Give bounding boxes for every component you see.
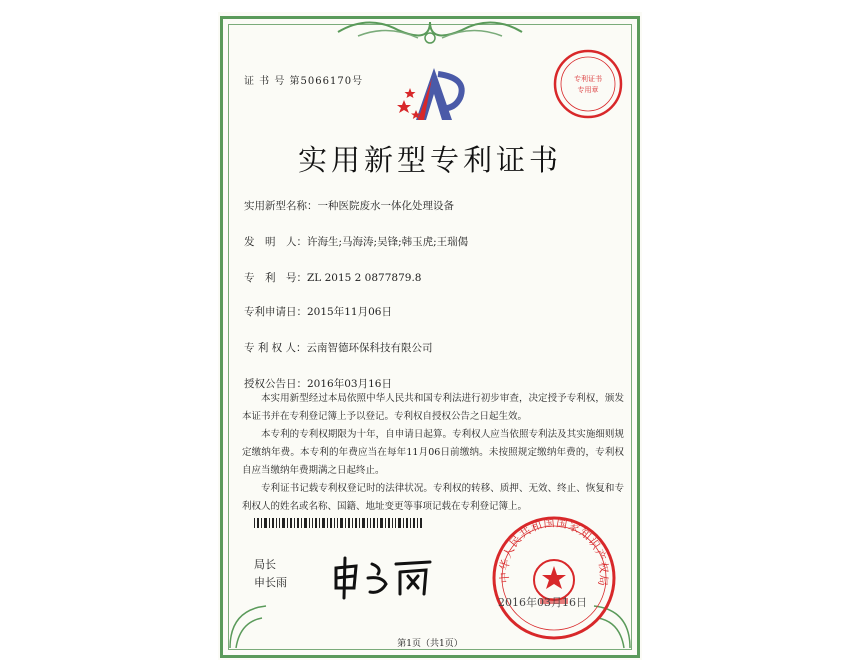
field-utility-model-name: [244, 198, 454, 213]
field-value: 许海生;马海涛;吴锋;韩玉虎;王瑞偈: [307, 236, 469, 248]
field-value: ZL 2015 2 0877879.8: [307, 272, 422, 284]
field-label: 专 利 权 人：: [244, 342, 307, 354]
signatory-title: 局长: [254, 558, 276, 571]
field-label: 专利申请日：: [244, 306, 307, 318]
certificate-title: 实用新型专利证书: [297, 143, 562, 177]
signatory-name: 申长雨: [254, 576, 287, 589]
top-ornament-icon: [328, 14, 532, 48]
field-inventors: [244, 234, 468, 249]
svg-text:中华人民共和国国家知识产权局: 中华人民共和国国家知识产权局: [497, 516, 611, 588]
handwritten-signature: [330, 554, 440, 600]
field-patent-number: [244, 270, 421, 285]
cnipa-official-stamp: [490, 514, 618, 642]
field-label: 发 明 人：: [244, 236, 307, 248]
stamp-date: 2016年03月16日: [498, 596, 587, 609]
field-label: 专 利 号：: [244, 272, 307, 284]
field-application-date: [244, 304, 392, 319]
field-grant-date: [244, 376, 392, 391]
page-number: 第1页（共1页）: [397, 639, 463, 649]
body-paragraph: 本实用新型经过本局依照中华人民共和国专利法进行初步审查，决定授予专利权，颁发本证书并在专利登记簿上予以登记。专利权自授权公告之日起生效。: [242, 393, 624, 422]
field-value: 2015年11月06日: [307, 306, 392, 318]
barcode-icon: [254, 518, 422, 528]
field-value: 云南智德环保科技有限公司: [306, 342, 433, 354]
svg-text:专利证书: 专利证书: [574, 75, 602, 83]
patent-seal-small-stamp: [552, 48, 624, 120]
cnipa-logo-icon: [394, 64, 474, 128]
patent-certificate: [218, 12, 642, 660]
field-label: 实用新型名称：: [244, 200, 318, 212]
field-patentee: [244, 340, 433, 355]
field-value: 一种医院废水一体化处理设备: [317, 200, 454, 212]
certificate-body: [242, 390, 624, 516]
svg-text:专用章: 专用章: [577, 86, 599, 94]
field-label: 授权公告日：: [244, 378, 307, 390]
field-value: 2016年03月16日: [307, 378, 392, 390]
body-paragraph: 本专利的专利权期限为十年，自申请日起算。专利权人应当依照专利法及其实施细则规定缴纳年费。本专利的年费应当在每年11月06日前缴纳。未按照规定缴纳年费的，专利权自应当缴纳年费期满之日起终止。: [242, 429, 624, 476]
certificate-number: 证 书 号 第5066170号: [244, 76, 364, 87]
body-paragraph: 专利证书记载专利权登记时的法律状况。专利权的转移、质押、无效、终止、恢复和专利权人的姓名或名称、国籍、地址变更等事项记载在专利登记簿上。: [242, 483, 624, 512]
